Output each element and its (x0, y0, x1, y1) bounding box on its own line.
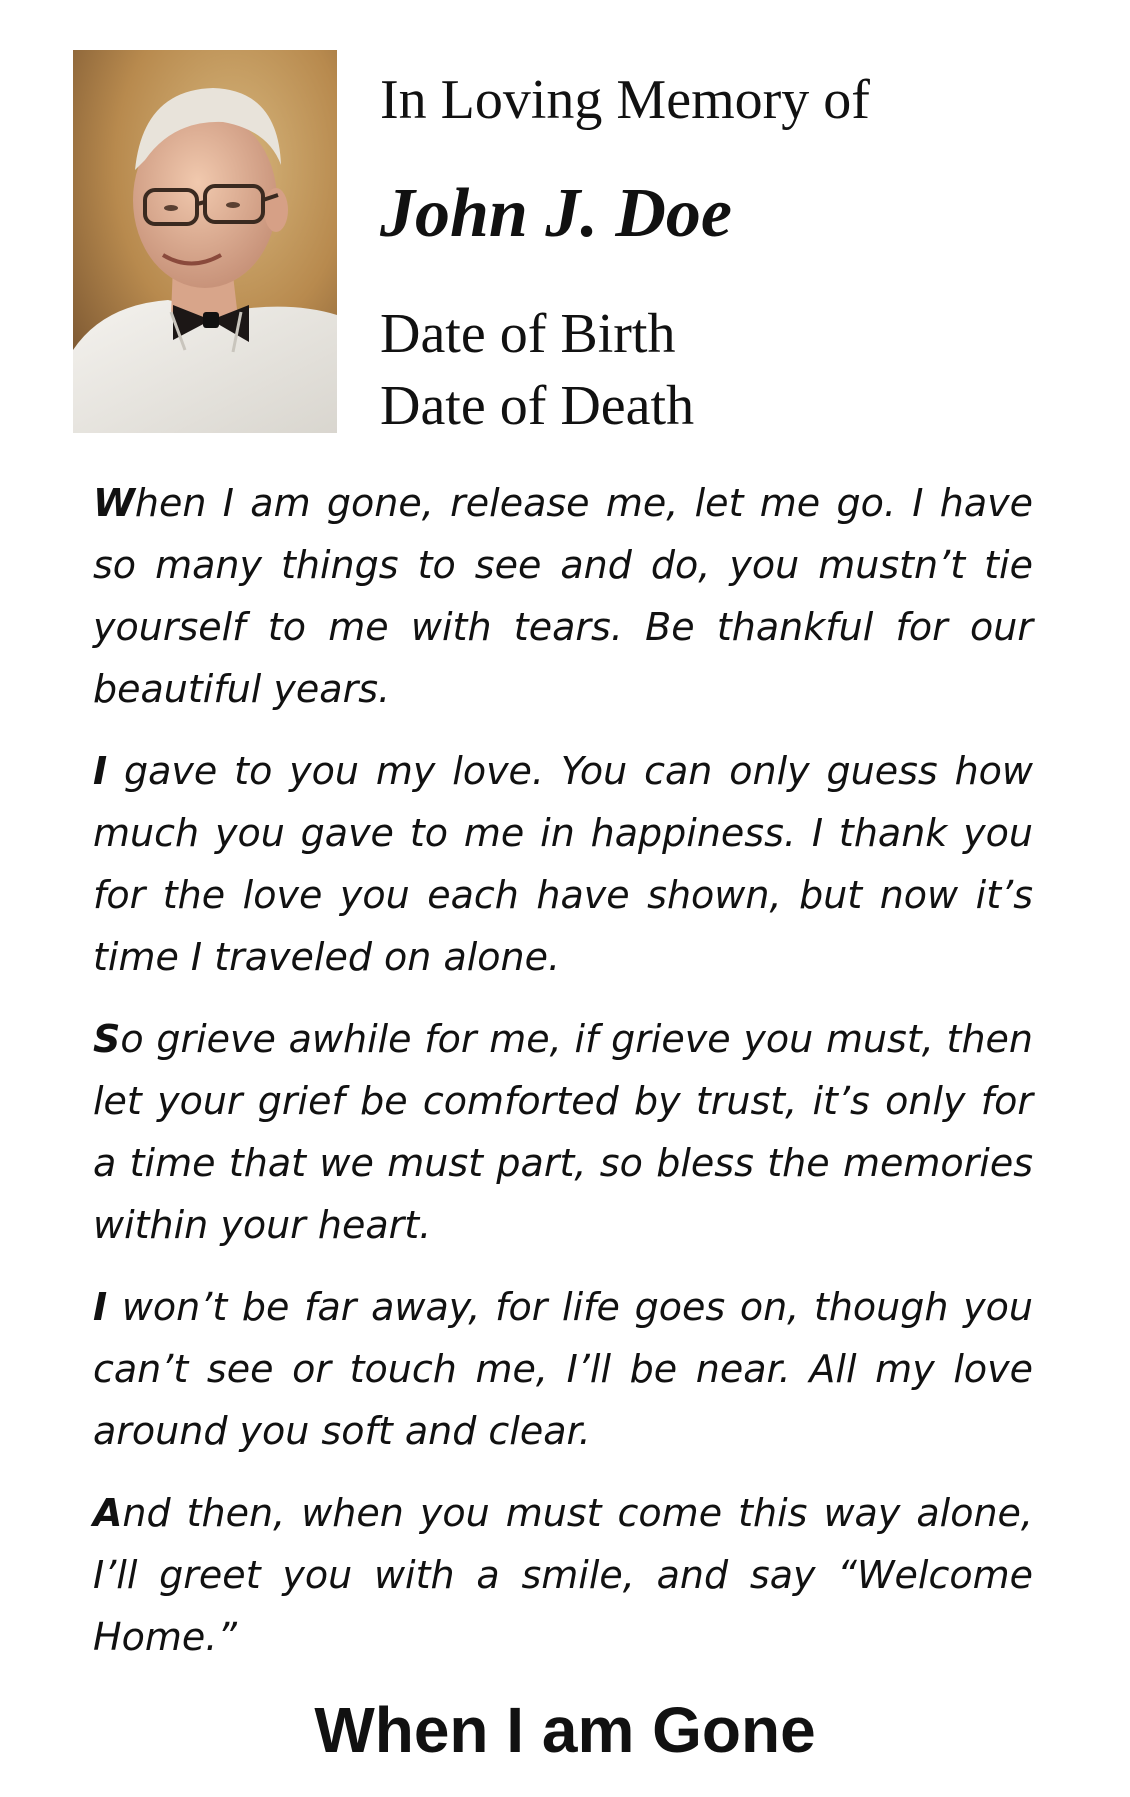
date-of-death: Date of Death (380, 375, 695, 437)
stanza-text: nd then, when you must come this way alone, I’ll greet you with a smile, and say “Welcome Home.” (93, 1491, 1033, 1659)
stanza-text: gave to you my love. You can only guess how much you gave to me in happiness. I thank you for the love you each have shown, but now it’s time I traveled on alone. (93, 749, 1033, 979)
poem-title: When I am Gone (314, 1694, 816, 1766)
poem-body (93, 472, 1033, 1688)
stanza-lead-letter: S (93, 1017, 121, 1061)
stanza (93, 1276, 1033, 1462)
stanza-text: o grieve awhile for me, if grieve you must, then let your grief be comforted by trust, it’s only for a time that we must part, so bless the memories within your heart. (93, 1017, 1033, 1247)
stanza (93, 740, 1033, 988)
stanza-text: hen I am gone, release me, let me go. I have so many things to see and do, you mustn’t tie yourself to me with tears. Be thankful for our beautiful years. (93, 481, 1033, 711)
intro-text: In Loving Memory of (380, 69, 870, 131)
stanza-lead-letter: A (93, 1491, 123, 1535)
stanza-text: won’t be far away, for life goes on, though you can’t see or touch me, I’ll be near. All my love around you soft and clear. (93, 1285, 1033, 1453)
stanza-lead-letter: I (93, 749, 108, 793)
stanza-lead-letter: W (93, 481, 135, 525)
stanza (93, 1008, 1033, 1256)
portrait-photo (73, 50, 337, 433)
stanza (93, 472, 1033, 720)
memorial-header (380, 62, 1080, 442)
stanza (93, 1482, 1033, 1668)
date-of-birth: Date of Birth (380, 303, 676, 365)
dates-block (380, 298, 1080, 442)
stanza-lead-letter: I (93, 1285, 108, 1329)
deceased-name: John J. Doe (380, 175, 732, 252)
